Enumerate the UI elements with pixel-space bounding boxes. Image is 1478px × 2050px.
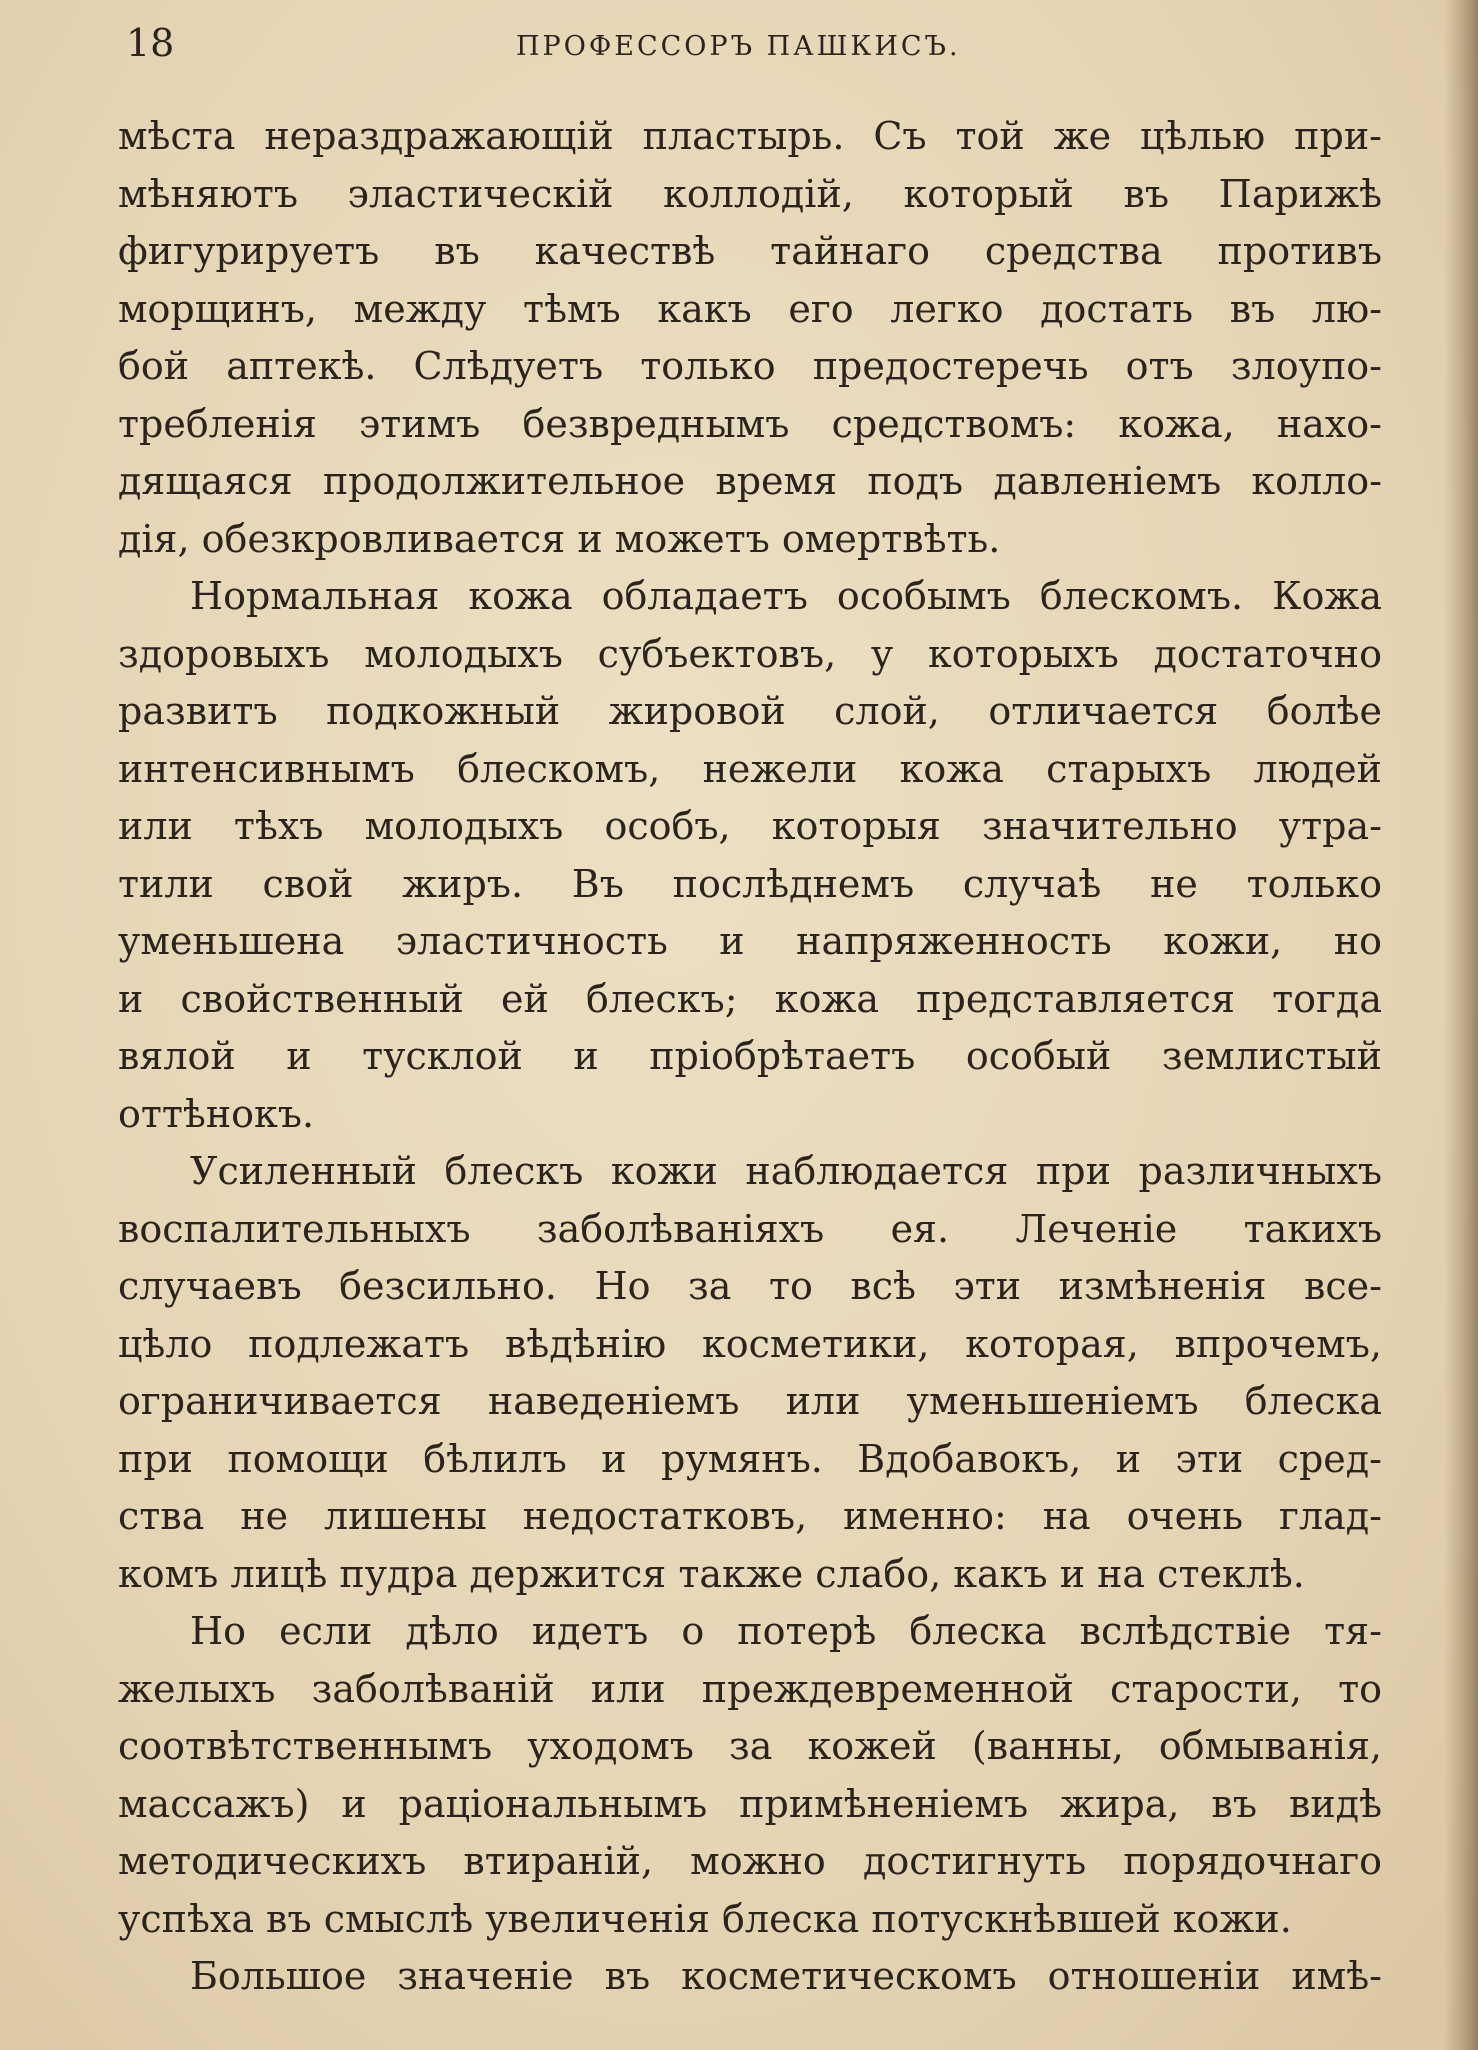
paragraph-last-line: дія, обезкровливается и можетъ омертвѣть.: [118, 516, 1001, 561]
text-line: при помощи бѣлилъ и румянъ. Вдобавокъ, и эти сред-: [118, 1436, 1382, 1481]
text-line: вялой и тусклой и пріобрѣтаетъ особый землистый: [118, 1034, 1382, 1078]
text-line: цѣло подлежатъ вѣдѣнію косметики, которая, впрочемъ,: [118, 1321, 1382, 1366]
text-line: требленія этимъ безвреднымъ средствомъ: кожа, нахо-: [118, 401, 1382, 446]
text-line: массажъ) и раціональнымъ примѣненіемъ жира, въ видѣ: [118, 1781, 1382, 1826]
paragraph-first-line: Но если дѣло идетъ о потерѣ блеска вслѣдствіе тя-: [190, 1609, 1382, 1653]
text-line: желыхъ заболѣваній или преждевременной старости, то: [118, 1666, 1382, 1711]
text-line: дящаяся продолжительное время подъ давленіемъ колло-: [118, 459, 1382, 503]
paragraph-last-line: комъ лицѣ пудра держится также слабо, какъ и на стеклѣ.: [118, 1551, 1305, 1596]
text-line: тили свой жиръ. Въ послѣднемъ случаѣ не только: [118, 861, 1382, 906]
text-line: интенсивнымъ блескомъ, нежели кожа старыхъ людей: [118, 746, 1382, 791]
text-line: и свойственный ей блескъ; кожа представляется тогда: [118, 976, 1382, 1021]
paragraph-last-line: оттѣнокъ.: [118, 1091, 315, 1136]
body-text: [118, 108, 1382, 2006]
text-line: морщинъ, между тѣмъ какъ его легко достать въ лю-: [118, 286, 1382, 331]
paragraph-last-line: успѣха въ смыслѣ увеличенія блеска потускнѣвшей кожи.: [118, 1896, 1292, 1941]
text-line: ства не лишены недостатковъ, именно: на очень глад-: [118, 1494, 1382, 1538]
page-number: 18: [126, 21, 175, 65]
text-line: ограничивается наведеніемъ или уменьшеніемъ блеска: [118, 1379, 1382, 1423]
text-line: мѣняютъ эластическій коллодій, который въ Парижѣ: [118, 171, 1382, 216]
text-line: методическихъ втираній, можно достигнуть порядочнаго: [118, 1839, 1382, 1883]
page-edge-shadow: [1444, 0, 1478, 2050]
text-line: мѣста нераздражающій пластырь. Съ той же цѣлью при-: [118, 114, 1382, 158]
text-line: или тѣхъ молодыхъ особъ, которыя значительно утра-: [118, 804, 1382, 848]
page-header: [126, 18, 1396, 68]
paragraph-first-line: Нормальная кожа обладаетъ особымъ блескомъ. Кожа: [190, 574, 1382, 618]
paragraph-first-line: Усиленный блескъ кожи наблюдается при различныхъ: [190, 1149, 1382, 1193]
text-line: случаевъ безсильно. Но за то всѣ эти измѣненія все-: [118, 1264, 1382, 1308]
text-line: воспалительныхъ заболѣваніяхъ ея. Леченіе такихъ: [118, 1206, 1382, 1251]
text-line: бой аптекѣ. Слѣдуетъ только предостеречь отъ злоупо-: [118, 344, 1382, 388]
running-title: ПРОФЕССОРЪ ПАШКИСЪ.: [516, 31, 961, 62]
text-line: уменьшена эластичность и напряженность кожи, но: [118, 919, 1382, 963]
text-line: фигурируетъ въ качествѣ тайнаго средства противъ: [118, 229, 1382, 273]
paragraph-first-line: Большое значеніе въ косметическомъ отношеніи имѣ-: [190, 1954, 1382, 1998]
text-line: здоровыхъ молодыхъ субъектовъ, у которыхъ достаточно: [118, 631, 1382, 676]
text-line: развитъ подкожный жировой слой, отличается болѣе: [118, 689, 1382, 733]
text-line: соотвѣтственнымъ уходомъ за кожей (ванны, обмыванія,: [118, 1724, 1382, 1768]
